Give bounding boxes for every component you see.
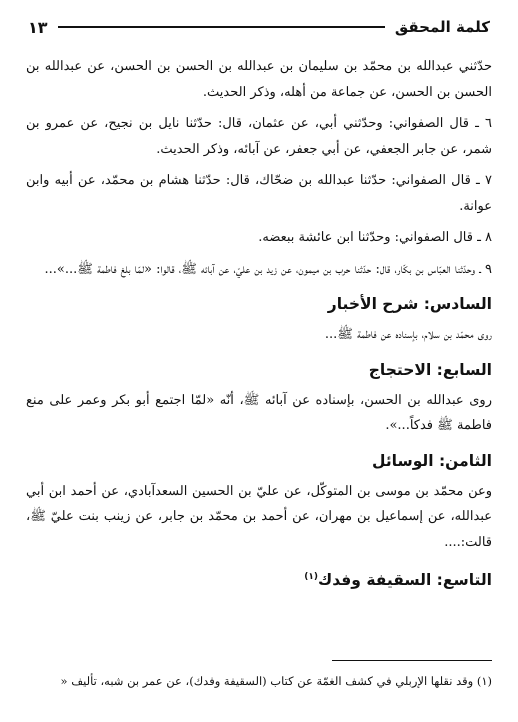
paragraph-item-7: ٧ ـ قال الصفواني: حدّثنا عبدالله بن ضحّاك، قال: حدّثنا هشام بن محمّد، عن أبيه وابن عوانة.: [26, 173, 492, 214]
section-heading-9: [26, 564, 492, 593]
section-text-7: روى عبدالله بن الحسن، بإسناده عن آبائه ﷺ، أنّه «لمّا اجتمع أبو بكر وعمر على منع فاطمة ﷺ فدكاً...».: [26, 392, 492, 433]
footnote-marker: (١): [304, 572, 318, 582]
paragraph-item-9: ٩ ـ وحدّثنا العبّاس بن بكّار، قال: حدّثنا حرب بن ميمون، عن زيد بن عليّ، عن آبائه ﷺ، قالوا: «لمّا بلغ فاطمة ﷺ...»...: [44, 261, 492, 277]
section-heading-9-text: التاسع: السقيفة وفدك: [318, 571, 492, 590]
paragraph-item-8: ٨ ـ قال الصفواني: وحدّثنا ابن عائشة ببعضه.: [258, 230, 492, 245]
footnote-divider: [332, 660, 492, 661]
section-heading-7: السابع: الاحتجاج: [368, 360, 492, 379]
running-header: [28, 14, 490, 40]
paragraph-narration-chain: حدّثني عبدالله بن محمّد بن سليمان بن عبدالله بن الحسن بن الحسن، عن عبدالله بن الحسن بن الحسن، عن جماعة من أهله، وذكر الحديث.: [26, 59, 492, 100]
paragraph-item-6: ٦ ـ قال الصفواني: وحدّثني أبي، عن عثمان، قال: حدّثنا نايل بن نجيح، عن عمرو بن شمر، عن جابر الجعفي، عن أبي جعفر، عن آبائه، وذكر الحديث.: [26, 116, 492, 157]
main-text: [26, 54, 492, 658]
section-heading-6: السادس: شرح الأخبار: [327, 295, 492, 313]
footnote: (١) وقد نقلها الإربلي في كشف الغمّة عن كتاب (السقيفة وفدك)، عن عمر بن شبه، تأليف «: [60, 674, 492, 688]
section-text-6: روى محمّد بن سلام، بإسناده عن فاطمة ﷺ...: [324, 327, 492, 342]
running-title: كلمة المحقق: [394, 18, 490, 36]
section-text-8: وعن محمّد بن موسى بن المتوكّل، عن عليّ بن الحسين السعدآبادي، عن أحمد ابن أبي عبدالله، عن إسماعيل بن مهران، عن أحمد بن محمّد بن جابر، عن زينب بنت عليّ ﷺ، قالت:....: [26, 483, 492, 550]
page-number: ١٣: [28, 17, 48, 37]
header-rule: [58, 26, 385, 28]
section-heading-8: الثامن: الوسائل: [372, 451, 492, 470]
